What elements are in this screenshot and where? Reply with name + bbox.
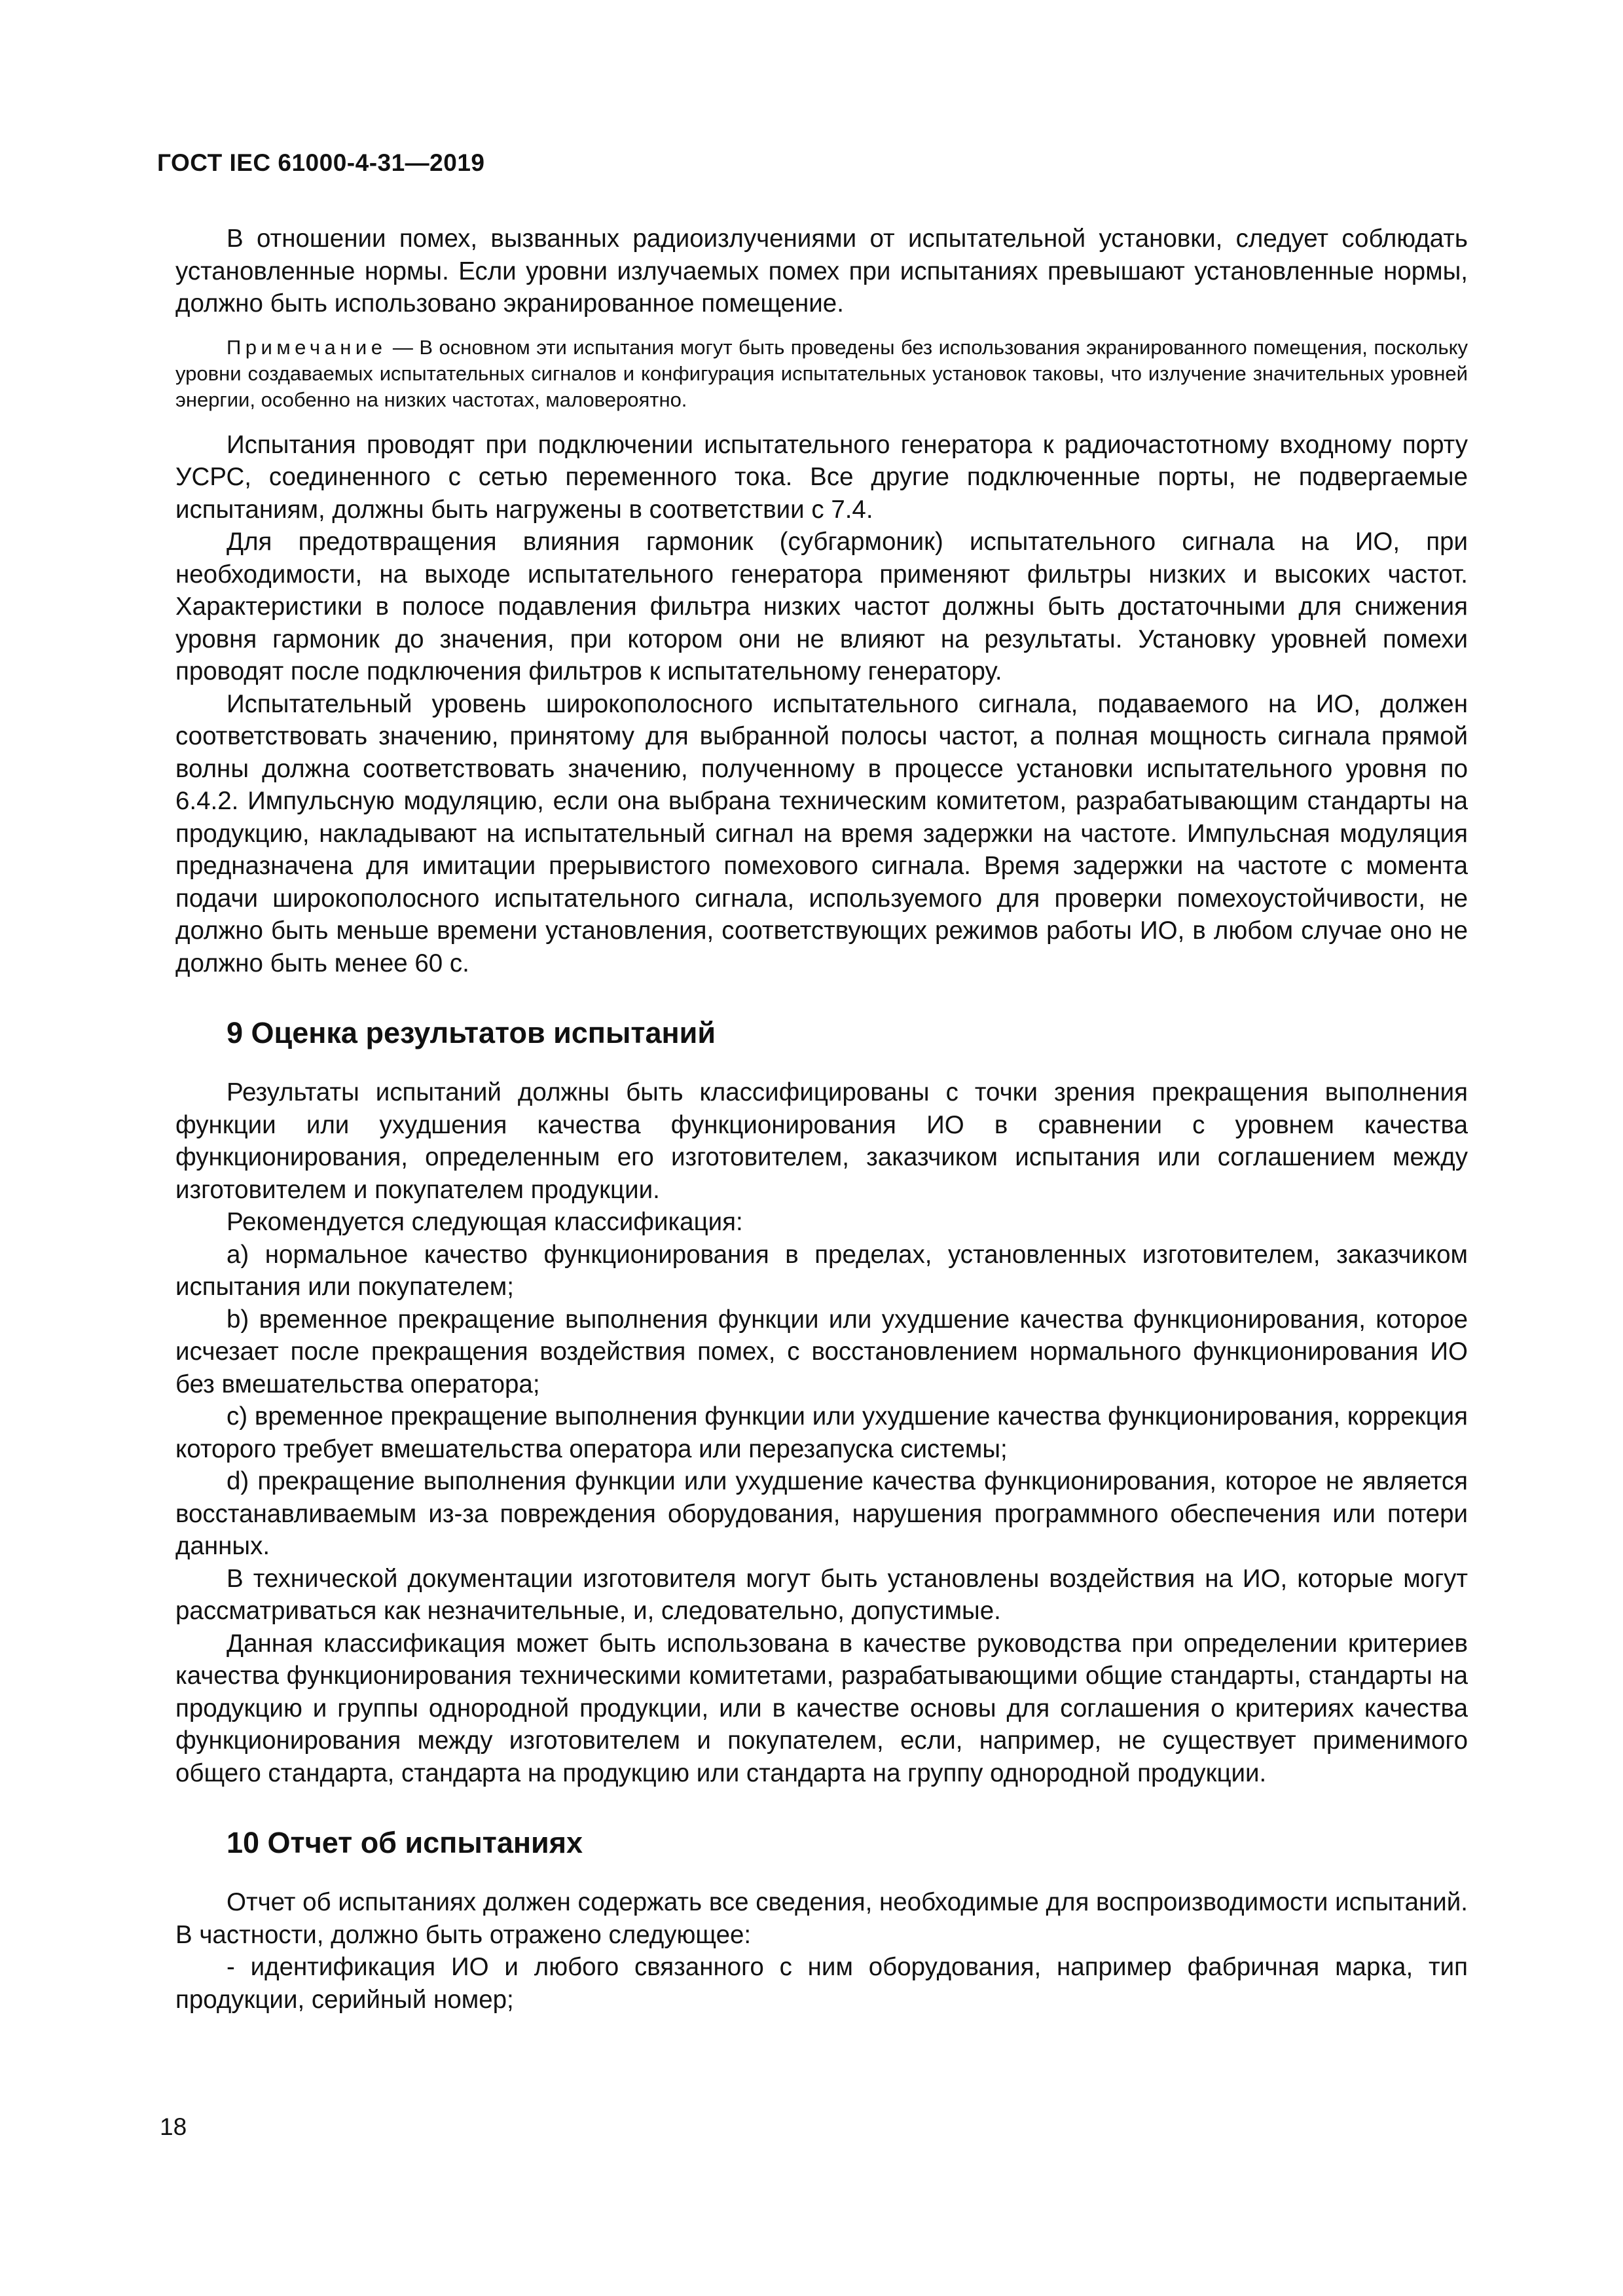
document-header: ГОСТ IEC 61000-4-31—2019 xyxy=(157,149,485,176)
paragraph: Отчет об испытаниях должен содержать все сведения, необходимые для воспроизводимости испытаний. В частности, должно быть отражено следующее: xyxy=(175,1888,1468,1949)
list-item-c: с) временное прекращение выполнения функции или ухудшение качества функционирования, коррекция которого требует вмешательства оператора или перезапуска системы; xyxy=(175,1402,1468,1463)
paragraph: Рекомендуется следующая классификация: xyxy=(227,1208,743,1236)
list-item-a: а) нормальное качество функционирования в пределах, установленных изготовителем, заказчиком испытания или покупателем; xyxy=(175,1240,1468,1301)
paragraph: В технической документации изготовителя могут быть установлены воздействия на ИО, которые могут рассматриваться как незначительные, и, следовательно, допустимые. xyxy=(175,1564,1468,1625)
list-item-d: d) прекращение выполнения функции или ухудшение качества функционирования, которое не является восстанавливаемым из-за повреждения оборудования, нарушения программного обеспечения или потери данных. xyxy=(175,1467,1468,1560)
note-text: — В основном эти испытания могут быть проведены без использования экранированного помещения, поскольку уровни создаваемых испытательных сигналов и конфигурация испытательных установок таковы, что излучение значительных уровней энергии, особенно на низких частотах, маловероятно. xyxy=(175,335,1468,411)
paragraph: Результаты испытаний должны быть классифицированы с точки зрения прекращения выполнения функции или ухудшения качества функционирования ИО в сравнении с уровнем качества функционирования, определенным его изготовителем, заказчиком испытания или соглашением между изготовителем и покупателем продукции. xyxy=(175,1078,1468,1204)
list-item-dash: - идентификация ИО и любого связанного с ним оборудования, например фабричная марка, тип продукции, серийный номер; xyxy=(175,1953,1468,2014)
section-heading-9: 9 Оценка результатов испытаний xyxy=(227,1016,716,1049)
section-heading-10: 10 Отчет об испытаниях xyxy=(227,1826,583,1859)
list-item-b: b) временное прекращение выполнения функции или ухудшение качества функционирования, которое исчезает после прекращения воздействия помех, с восстановлением нормального функционирования ИО без вмешательства оператора; xyxy=(175,1305,1468,1398)
paragraph: В отношении помех, вызванных радиоизлучениями от испытательной установки, следует соблюдать установленные нормы. Если уровни излучаемых помех при испытаниях превышают установленные нормы, должно быть использовано экранированное помещение. xyxy=(175,225,1468,318)
note-label: Примечание xyxy=(227,335,387,359)
paragraph: Испытательный уровень широкополосного испытательного сигнала, подаваемого на ИО, должен соответствовать значению, принятому для выбранной полосы частот, а полная мощность сигнала прямой волны должна соответствовать значению, полученному в процессе установки испытательного уровня по 6.4.2. Импульсную модуляцию, если она выбрана техническим комитетом, разрабатывающим стандарты на продукцию, накладывают на испытательный сигнал на время задержки на частоте. Импульсная модуляция предназначена для имитации прерывистого помехового сигнала. Время задержки на частоте с момента подачи широкополосного испытательного сигнала, используемого для проверки помехоустойчивости, не должно быть меньше времени установления, соответствующих режимов работы ИО, в любом случае оно не должно быть менее 60 с. xyxy=(175,689,1468,977)
page-number: 18 xyxy=(160,2113,187,2140)
paragraph: Данная классификация может быть использована в качестве руководства при определении критериев качества функционирования техническими комитетами, разрабатывающими общие стандарты, стандарты на продукцию и группы однородной продукции, или в качестве основы для соглашения о критериях качества функционирования между изготовителем и покупателем, если, например, не существует применимого общего стандарта, стандарта на продукцию или стандарта на группу однородной продукции. xyxy=(175,1629,1468,1787)
paragraph: Испытания проводят при подключении испытательного генератора к радиочастотному входному порту УСРС, соединенного с сетью переменного тока. Все другие подключенные порты, не подвергаемые испытаниям, должны быть нагружены в соответствии с 7.4. xyxy=(175,430,1468,524)
paragraph: Для предотвращения влияния гармоник (субгармоник) испытательного сигнала на ИО, при необходимости, на выходе испытательного генератора применяют фильтры низких и высоких частот. Характеристики в полосе подавления фильтра низких частот должны быть достаточными для снижения уровня гармоник до значения, при котором они не влияют на результаты. Установку уровней помехи проводят после подключения фильтров к испытательному генератору. xyxy=(175,528,1468,685)
note xyxy=(175,335,1468,413)
document-body xyxy=(175,223,1468,2016)
